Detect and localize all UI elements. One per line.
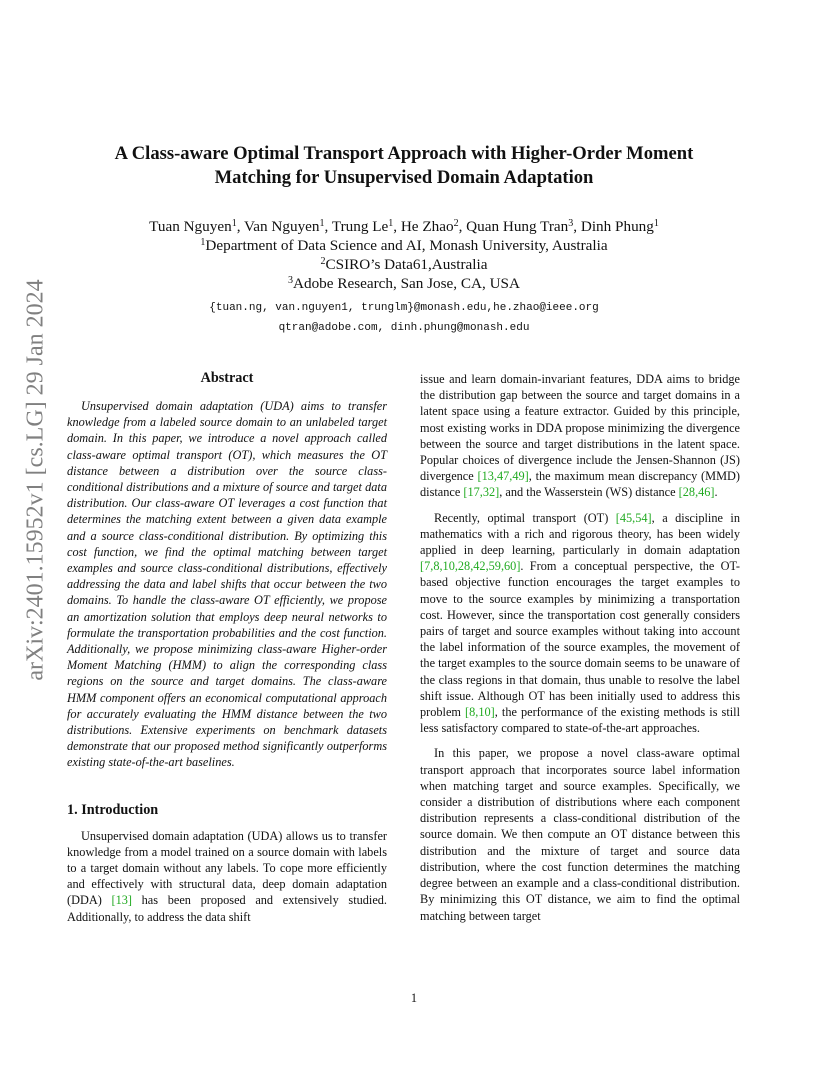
- affiliation-text: CSIRO’s Data61,Australia: [325, 256, 488, 273]
- affiliation-text: Department of Data Science and AI, Monash University, Australia: [205, 237, 608, 254]
- author-name: Dinh Phung: [580, 218, 654, 235]
- email-line1: {tuan.ng, van.nguyen1, trunglm}@monash.edu,he.zhao@ieee.org: [209, 302, 599, 314]
- author-affiliation-mark: 2: [453, 218, 459, 229]
- author-affiliation-mark: 1: [653, 218, 659, 229]
- email-line2: qtran@adobe.com, dinh.phung@monash.edu: [278, 322, 530, 334]
- right-column: [420, 371, 740, 924]
- text-run: , a discipline in mathematics with a rich and rigorous theory, has been widely applied in deep learning, particularly in domain adaptation: [420, 510, 740, 558]
- author-affiliation-mark: 1: [319, 218, 325, 229]
- author-list: Tuan Nguyen$^1$, Van Nguyen$^1$, Trung Le$^1$, He Zhao$^2$, Quan Hung Tran$^3$, Dinh Phung$^1$: [149, 218, 659, 235]
- affiliation-mark: 3: [288, 275, 294, 286]
- body-paragraph: In this paper, we propose a novel class-aware optimal transport approach that incorporates source label information when matching target and source examples. Specifically, we consider a distribution of distributions where each component distribution represents a class-conditional distribution of the source domain. We then compute an OT distance between this distribution and the mixture of target and source data distribution, where the cost function determines the matching degree between an example and a class-conditional distribution. By minimizing this OT distance, we aim to find the optimal matching between target: [420, 746, 740, 923]
- author-name: Tuan Nguyen: [149, 218, 232, 235]
- paragraph-gap: [420, 736, 740, 745]
- text-run: , the performance of the existing methods is still less satisfactory compared to state-of-the-art approaches.: [420, 705, 740, 736]
- abstract-section: [67, 370, 387, 771]
- text-run: issue and learn domain-invariant features, DDA aims to bridge the distribution gap between the source and target domains in a latent space using a feature extractor. Guided by this principle, most existing works in DDA propose minimizing the divergence between the source and target distributions in the latent space. Popular choices of divergence include the Jensen-Shannon (JS) divergence: [420, 372, 740, 484]
- citation-link[interactable]: [28,46]: [678, 485, 715, 500]
- arxiv-stamp-text: arXiv:2401.15952v1 [cs.LG] 29 Jan 2024: [22, 279, 49, 681]
- citation-link[interactable]: [7,8,10,28,42,59,60]: [420, 559, 521, 574]
- author-name: He Zhao: [400, 218, 454, 235]
- text-run: . From a conceptual perspective, the OT-based objective function encourages the target examples to move to the source examples by minimizing a transportation cost. However, since the transportation cost generally considers pairs of target and source examples without taking into account the label information of the source examples, the movement of the target examples to the source domain seems to be unaware of the class regions in that domain, thus unable to resolve the label shift issue. Although OT has been initially used to address this problem: [420, 559, 740, 720]
- author-block: [70, 217, 738, 293]
- abstract-text: Unsupervised domain adaptation (UDA) aims to transfer knowledge from a labeled source domain to an unlabeled target domain. In this paper, we introduce a novel approach called class-aware optimal transport (OT), which measures the OT distance between a distribution over the source class-conditional distributions and a mixture of source and target data distribution. Our class-aware OT leverages a cost function that determines the matching extent between a given data example and a source class-conditional distribution. By optimizing this cost function, we find the optimal matching between target examples and source class-conditional distributions, effectively addressing the data and label shifts that occur between the two domains. To handle the class-aware OT efficiently, we propose an amortization solution that employs deep neural networks to formulate the transportation probabilities and the cost function. Additionally, we propose minimizing class-aware Higher-order Moment Matching (HMM) to align the corresponding class regions on the source and target domains. The class-aware HMM component offers an economical computational approach for accurately evaluating the HMM distance between the two distributions. Extensive experiments on benchmark datasets demonstrate that our proposed method significantly outperforms existing state-of-the-art baselines.: [67, 399, 387, 770]
- text-run: , and the Wasserstein (WS) distance: [499, 485, 679, 500]
- citation-link[interactable]: [13,47,49]: [477, 469, 529, 484]
- text-run: , the maximum mean discrepancy (MMD) distance: [420, 469, 740, 500]
- paragraph-gap: [420, 501, 740, 510]
- left-column: [67, 370, 387, 925]
- text-run: Unsupervised domain adaptation (UDA) allows us to transfer knowledge from a model trained on a source domain with labels to a target domain without any labels. To cope more efficiently and effectively with structural data, deep domain adaptation (DDA): [67, 828, 387, 908]
- affiliation-line: [70, 236, 738, 255]
- author-affiliation-mark: 1: [388, 218, 394, 229]
- citation-link[interactable]: [13]: [111, 893, 132, 908]
- arxiv-stamp: [18, 279, 54, 681]
- text-run: .: [714, 485, 718, 500]
- author-name: Quan Hung Tran: [466, 218, 569, 235]
- affiliation-mark: 2: [320, 256, 326, 267]
- citation-link[interactable]: [45,54]: [615, 510, 652, 525]
- page-number: 1: [410, 991, 418, 1005]
- affiliation-mark: 1: [200, 237, 206, 248]
- author-name: Trung Le: [331, 218, 389, 235]
- paper-title-line1: A Class-aware Optimal Transport Approach with Higher-Order Moment: [114, 143, 694, 164]
- author-affiliation-mark: 1: [231, 218, 237, 229]
- affiliation-line: [70, 255, 738, 274]
- paper-title: [70, 142, 738, 190]
- author-affiliation-mark: 3: [568, 218, 574, 229]
- email-block: [70, 298, 738, 338]
- body-paragraph: [420, 510, 740, 737]
- paper-title-line2: Matching for Unsupervised Domain Adaptation: [214, 167, 594, 188]
- body-paragraph: [420, 371, 740, 501]
- affiliation-text: Adobe Research, San Jose, CA, USA: [293, 275, 520, 292]
- author-name: Van Nguyen: [244, 218, 320, 235]
- text-run: Recently, optimal transport (OT): [434, 510, 616, 525]
- abstract-heading: Abstract: [200, 370, 254, 386]
- citation-link[interactable]: [8,10]: [465, 705, 495, 720]
- affiliation-line: [70, 274, 738, 293]
- citation-link[interactable]: [17,32]: [463, 485, 500, 500]
- introduction-heading: 1. Introduction: [67, 801, 159, 818]
- introduction-paragraph: [67, 828, 387, 925]
- text-run: has been proposed and extensively studied. Additionally, to address the data shift: [67, 893, 388, 924]
